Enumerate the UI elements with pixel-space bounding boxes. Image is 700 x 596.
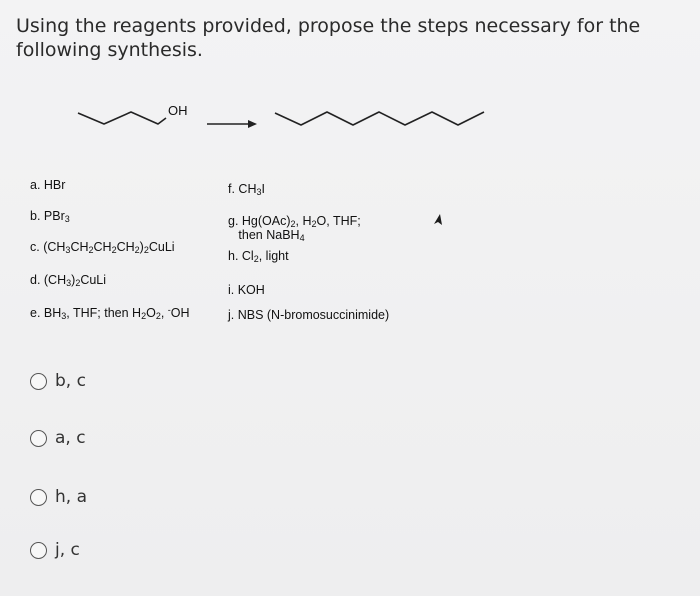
reagent-a: a. HBr [30, 178, 66, 192]
reagent-e: e. $BH_3$, THF; then $H_2O_2$, -OH [30, 305, 190, 321]
answer-option-label: h, a [55, 487, 87, 507]
product-skeleton [275, 112, 484, 125]
answer-option[interactable] [30, 371, 86, 391]
reagent-j: j. NBS (N-bromosuccinimide) [228, 308, 390, 322]
answer-option-label: a, c [55, 428, 86, 448]
reaction-scheme [0, 0, 700, 160]
reagent-c: c. $(CH_3CH_2CH_2CH_2)_2CuLi$ [30, 240, 175, 255]
mouse-cursor-icon [430, 212, 450, 232]
reagent-d: d. $(CH_3)_2CuLi$ [30, 273, 107, 288]
oh-label: OH [168, 103, 188, 118]
reagent-i: i. KOH [228, 283, 265, 297]
answer-option-label: j, c [55, 540, 80, 560]
reagent-b: b. PBr$_3$ [30, 209, 70, 224]
answer-option[interactable] [30, 428, 86, 448]
reagent-f: f. $CH_3I$ [228, 182, 265, 197]
radio-button[interactable] [30, 373, 47, 390]
reaction-arrow [207, 120, 257, 128]
radio-button[interactable] [30, 430, 47, 447]
reagent-g: g. $Hg(OAc)_2$, $H_2O$, THF; then NaBH$_4$ [228, 214, 361, 243]
answer-option[interactable] [30, 540, 80, 560]
radio-button[interactable] [30, 542, 47, 559]
starting-material-skeleton [78, 112, 166, 124]
question-text: Using the reagents provided, propose the steps necessary for the following synthesis. [16, 15, 641, 61]
answer-option[interactable] [30, 487, 87, 507]
reagent-h: h. $Cl_2$, light [228, 249, 289, 264]
answer-option-label: b, c [55, 371, 86, 391]
radio-button[interactable] [30, 489, 47, 506]
